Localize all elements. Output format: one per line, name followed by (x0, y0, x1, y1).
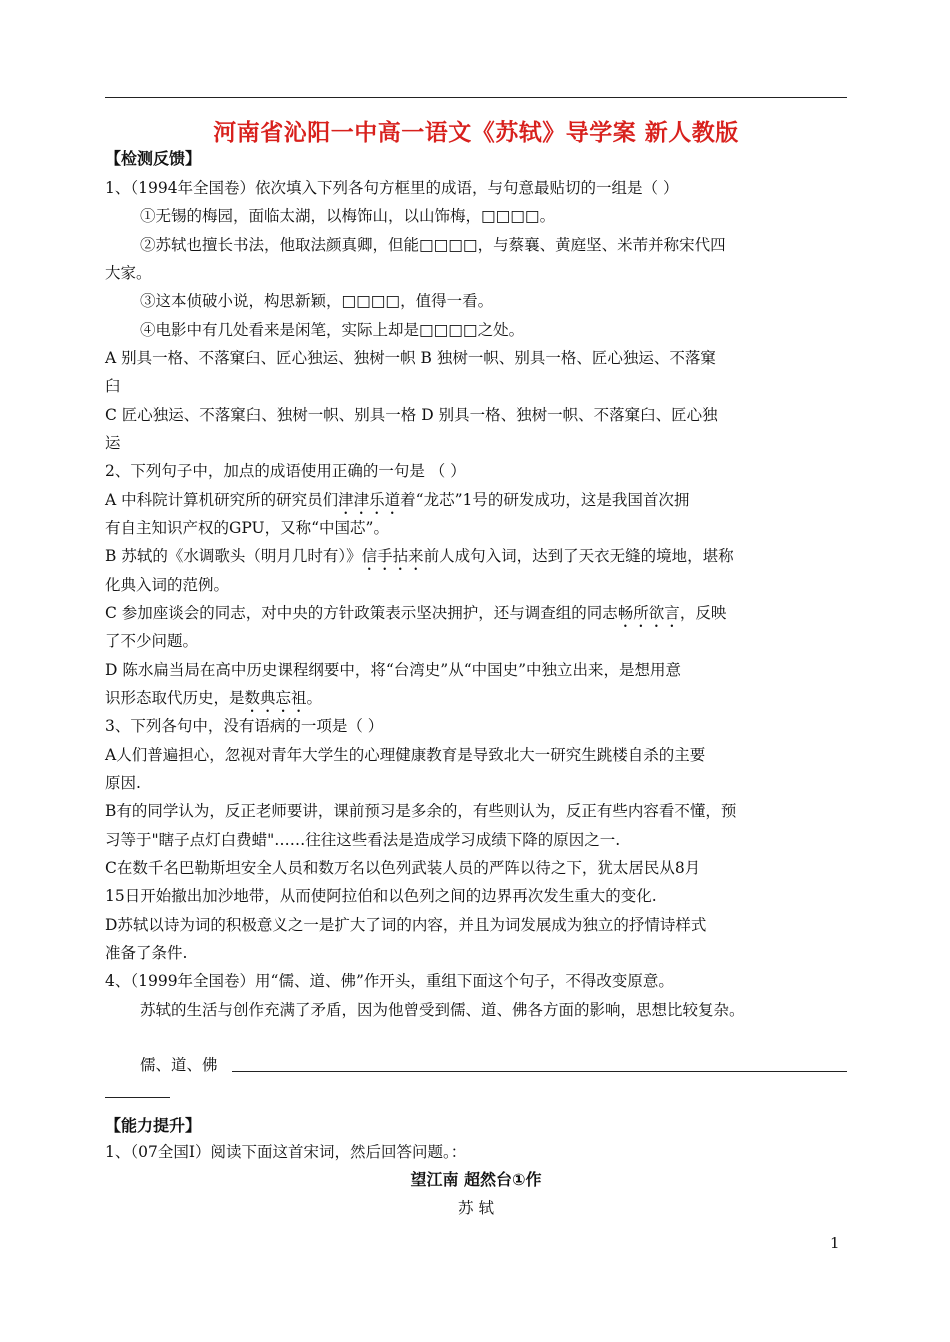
q1-options-cd-cont: 运 (105, 434, 121, 452)
q2-a-text-after: 着“龙芯”1号的研发成功，这是我国首次拥 (400, 491, 690, 509)
q1-options-cd: C 匠心独运、不落窠臼、独树一帜、别具一格 D 别具一格、独树一帜、不落窠臼、匠心独 (105, 406, 718, 424)
q2-option-d-cont (105, 688, 847, 716)
q3-option-a-cont: 原因. (105, 774, 141, 792)
q3-option-c-cont: 15日开始撤出加沙地带，从而使阿拉伯和以色列之间的边界再次发生重大的变化. (105, 887, 657, 905)
q2-option-d: D 陈水扁当局在高中历史课程纲要中，将“台湾史”从“中国史”中独立出来，是想用意 (105, 661, 682, 679)
q2-b-text: B 苏轼的《水调歌头（明月几时有）》 (105, 547, 362, 565)
q2-c-text: C 参加座谈会的同志，对中央的方针政策表示坚决拥护，还与调查组的同志 (105, 604, 618, 622)
q5-stem: 1、（07全国Ⅰ）阅读下面这首宋词，然后回答问题。： (105, 1143, 467, 1161)
q2-d-dotted-idiom: 数典忘祖 (244, 689, 307, 707)
q2-a-dotted-idiom: 津津乐道 (338, 491, 401, 509)
q2-d-text: 识形态取代历史，是 (105, 689, 245, 707)
q4-stem: 4、（1999年全国卷）用“儒、道、佛”作开头，重组下面这个句子，不得改变原意。 (105, 972, 674, 990)
q1-sentence-3: ③这本侦破小说，构思新颖，□□□□，值得一看。 (140, 292, 494, 310)
q4-sentence: 苏轼的生活与创作充满了矛盾，因为他曾受到儒、道、佛各方面的影响，思想比较复杂。 (140, 1001, 745, 1019)
q3-option-a: A人们普遍担心，忽视对青年大学生的心理健康教育是导致北大一研究生跳楼自杀的主要 (105, 746, 706, 764)
q1-options-ab-cont: 臼 (105, 377, 121, 395)
header-rule (105, 97, 847, 98)
poem-author: 苏 轼 (458, 1199, 494, 1217)
q2-option-c-cont: 了不少问题。 (105, 632, 199, 650)
q2-d-text-after: 。 (306, 689, 323, 707)
q2-option-c (105, 603, 847, 631)
q2-option-b-cont: 化典入词的范例。 (105, 576, 230, 594)
page-number: 1 (830, 1234, 840, 1252)
q4-answer-line-cont[interactable] (105, 1097, 170, 1098)
q2-option-b (105, 546, 847, 574)
q2-option-a-cont: 有自主知识产权的GPU，又称“中国芯”。 (105, 519, 389, 537)
q1-sentence-4: ④电影中有几处看来是闲笔，实际上却是□□□□之处。 (140, 321, 525, 339)
section-heading-feedback: 【检测反馈】 (105, 149, 202, 168)
q1-sentence-1: ①无锡的梅园，面临太湖，以梅饰山，以山饰梅，□□□□。 (140, 207, 556, 225)
q2-c-text-after: ，反映 (679, 604, 727, 622)
q1-sentence-2-cont: 大家。 (105, 264, 152, 282)
document-title: 河南省沁阳一中高一语文《苏轼》导学案 新人教版 (213, 120, 739, 146)
q3-option-b-cont: 习等于"瞎子点灯白费蜡"……往往这些看法是造成学习成绩下降的原因之一. (105, 831, 621, 849)
q1-stem: 1、（1994年全国卷）依次填入下列各句方框里的成语，与句意最贴切的一组是（ ） (105, 179, 679, 197)
q3-option-c: C在数千名巴勒斯坦安全人员和数万名以色列武装人员的严阵以待之下，犹太居民从8月 (105, 859, 701, 877)
q4-answer-prefix: 儒、道、佛 (140, 1056, 218, 1074)
q2-c-dotted-idiom: 畅所欲言 (617, 604, 680, 622)
q2-b-text-after: 前人成句入词，达到了天衣无缝的境地，堪称 (423, 547, 734, 565)
q3-stem: 3、下列各句中，没有语病的一项是（ ） (105, 717, 384, 735)
q2-option-a (105, 490, 847, 518)
q2-b-dotted-idiom: 信手拈来 (361, 547, 424, 565)
poem-title: 望江南 超然台①作 (410, 1170, 542, 1189)
q1-sentence-2: ②苏轼也擅长书法，他取法颜真卿，但能□□□□，与蔡襄、黄庭坚、米芾并称宋代四 (140, 236, 726, 254)
q2-stem: 2、下列句子中，加点的成语使用正确的一句是 （ ） (105, 462, 466, 480)
q3-option-d: D苏轼以诗为词的积极意义之一是扩大了词的内容，并且为词发展成为独立的抒情诗样式 (105, 916, 707, 934)
q1-options-ab: A 别具一格、不落窠臼、匠心独运、独树一帜 B 独树一帜、别具一格、匠心独运、不落窠 (105, 349, 716, 367)
section-heading-improve: 【能力提升】 (105, 1116, 202, 1135)
q3-option-b: B有的同学认为，反正老师要讲，课前预习是多余的，有些则认为，反正有些内容看不懂，预 (105, 802, 737, 820)
q3-option-d-cont: 准备了条件. (105, 944, 188, 962)
q2-a-text: A 中科院计算机研究所的研究员们 (105, 491, 339, 509)
q4-answer-line[interactable] (232, 1071, 847, 1072)
